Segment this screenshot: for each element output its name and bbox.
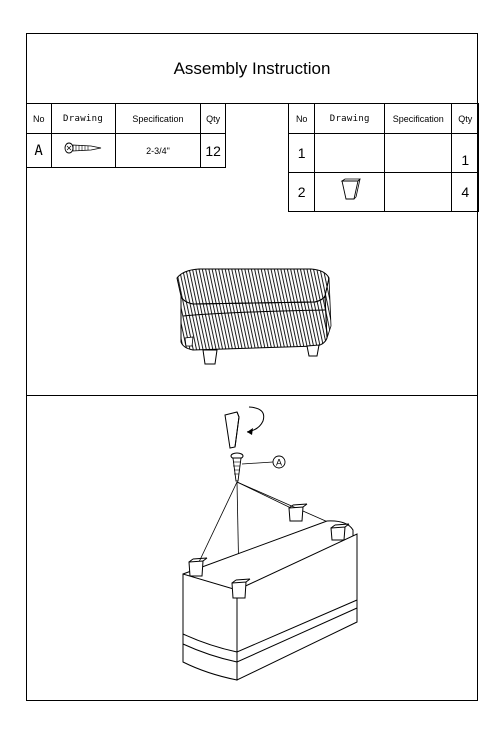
row-no: 2 — [289, 173, 315, 212]
arrow-head-icon — [247, 428, 253, 435]
instruction-sheet — [26, 33, 478, 701]
header-no: No — [289, 104, 315, 134]
header-drawing: Drawing — [51, 104, 115, 134]
row-no: 1 — [289, 134, 315, 173]
row-qty: 4 — [452, 173, 479, 212]
header-qty: Qty — [201, 104, 226, 134]
header-no: No — [27, 104, 52, 134]
row-qty: 12 — [201, 134, 226, 168]
illustration-layer — [27, 34, 479, 702]
header-drawing: Drawing — [315, 104, 385, 134]
row-qty: 1 — [452, 134, 479, 173]
header-specification: Specification — [115, 104, 201, 134]
screw-drawing — [231, 453, 243, 481]
callout-label: A — [275, 457, 283, 468]
callout-leader — [242, 462, 273, 464]
row-specification: 2-3/4" — [115, 134, 201, 168]
page-title: Assembly Instruction — [27, 34, 477, 104]
leg-drawing — [225, 412, 239, 448]
rotate-arrow-icon — [247, 407, 264, 432]
header-specification: Specification — [385, 104, 452, 134]
assembled-bench-drawing — [177, 269, 331, 364]
bench-upside-down-drawing — [183, 521, 357, 680]
header-qty: Qty — [452, 104, 479, 134]
row-no: A — [27, 134, 52, 168]
